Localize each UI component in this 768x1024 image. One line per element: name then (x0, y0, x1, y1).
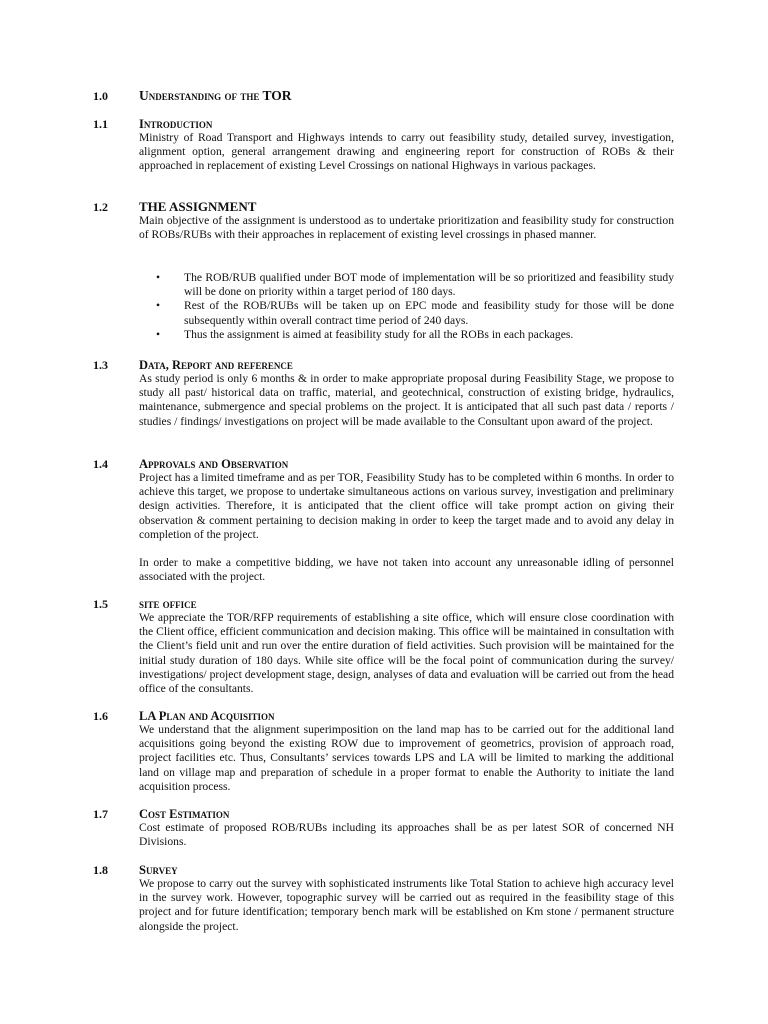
section-heading: Introduction (139, 117, 213, 131)
paragraph: We propose to carry out the survey with sophisticated instruments like Total Station to achieve high accuracy level in the survey work. However, topographic survey will be carried out as required in the feasibility stage of this project and for future identification; temporary bench mark will be established on Km stone / permanent structure alongside the project. (139, 877, 674, 933)
section-heading: Data, Report and reference (139, 358, 293, 372)
section-heading: site office (139, 597, 197, 611)
section-number: 1.0 (93, 89, 108, 103)
paragraph: Ministry of Road Transport and Highways intends to carry out feasibility study, detailed survey, investigation, alignment option, general arrangement drawing and engineering report for construction of ROBs & their approached in replacement of existing Level Crossings on national Highways in various packages. (139, 131, 674, 173)
paragraph: We appreciate the TOR/RFP requirements of establishing a site office, which will ensure close coordination with the Client office, efficient communication and decision making. This office will be maintained in consultation with the Client’s field unit and run over the entire duration of field activities. Such provision will be maintained for the initial study duration of 180 days. While site office will be the focal point of communication during the survey/ investigations/ project development stage, design, analyses of data and evaluation will be carried out from the head office of the consultants. (139, 611, 674, 696)
section-heading: Survey (139, 863, 178, 877)
section-number: 1.7 (93, 807, 108, 821)
paragraph: Main objective of the assignment is understood as to undertake prioritization and feasibility study for construction of ROBs/RUBs with their approaches in replacement of existing level crossings in phased manner. (139, 214, 674, 242)
section-body (139, 131, 674, 174)
section-body (139, 214, 674, 242)
section-heading: Understanding of the TOR (139, 88, 292, 103)
section-number: 1.4 (93, 457, 108, 471)
bullet-icon: • (156, 271, 161, 284)
section-body (139, 877, 674, 934)
section-body (139, 372, 674, 429)
paragraph: We understand that the alignment superimposition on the land map has to be carried out for the additional land acquisitions going beyond the existing ROW due to improvement of geometrics, provision of approach road, project facilities etc. Thus, Consultants’ services towards LPS and LA will be limited to marking the additional land on village map and preparation of schedule in a proper format to enable the Authority to initiate the land acquisition process. (139, 723, 674, 793)
paragraph: Cost estimate of proposed ROB/RUBs including its approaches shall be as per latest SOR of concerned NH Divisions. (139, 821, 674, 849)
section-number: 1.2 (93, 200, 108, 214)
bullet-icon: • (156, 299, 161, 313)
section-body (139, 611, 674, 696)
paragraph: In order to make a competitive bidding, we have not taken into account any unreasonable idling of personnel associated with the project. (139, 556, 674, 584)
list-item: • Rest of the ROB/RUBs will be taken up on EPC mode and feasibility study for those will be done subsequently within overall contract time period of 240 days. (156, 299, 674, 327)
bullet-list (139, 271, 674, 342)
section-body (139, 723, 674, 794)
section-body (139, 821, 674, 849)
section-number: 1.5 (93, 597, 108, 611)
section-heading: Cost Estimation (139, 807, 230, 821)
section-heading: Approvals and Observation (139, 457, 289, 471)
list-item: • Thus the assignment is aimed at feasibility study for all the ROBs in each packages. (156, 327, 574, 341)
list-item: • The ROB/RUB qualified under BOT mode of implementation will be so prioritized and feasibility study will be done on priority within a target period of 180 days. (156, 271, 674, 299)
paragraph: Project has a limited timeframe and as per TOR, Feasibility Study has to be completed within 6 months. In order to achieve this target, we propose to undertake simultaneous actions on various survey, investigation and preliminary design activities. Therefore, it is anticipated that the client office will take prompt action on giving their observation & comment pertaining to decision making in order to keep the target made and to avoid any delay in completion of the project. (139, 471, 674, 541)
section-number: 1.3 (93, 358, 108, 372)
bullet-icon: • (156, 327, 161, 341)
section-heading: THE ASSIGNMENT (139, 199, 257, 214)
section-heading: LA Plan and Acquisition (139, 709, 275, 723)
section-number: 1.8 (93, 863, 108, 877)
section-number: 1.6 (93, 709, 108, 723)
paragraph: As study period is only 6 months & in order to make appropriate proposal during Feasibility Stage, we propose to study all past/ historical data on traffic, material, and geotechnical, construction of existing bridge, hydraulics, maintenance, submergence and special problems on the project. It is anticipated that all such past data / reports / studies / findings/ investigations on project will be made available to the Consultant upon award of the project. (139, 372, 674, 428)
section-body (139, 471, 674, 584)
section-number: 1.1 (93, 117, 108, 131)
